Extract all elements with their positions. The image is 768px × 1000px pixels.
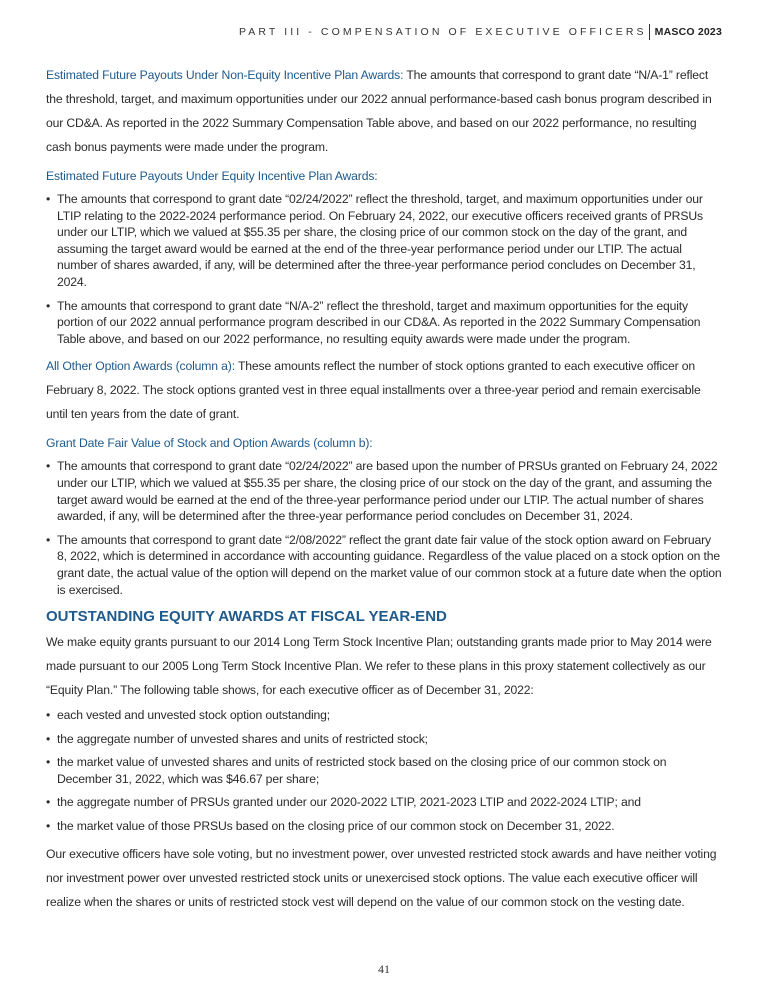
bullet-list	[46, 191, 724, 347]
page-number: 41	[378, 962, 390, 976]
paragraph-non-equity	[46, 63, 724, 159]
document-body	[46, 63, 724, 919]
list-item: • The amounts that correspond to grant date “02/24/2022” are based upon the number of PRSUs granted on February 24, 2022 under our LTIP, which we valued at $55.35 per share, the closing price of our stock on the day of the grant, and assuming the target award would be earned at the end of the three-year performance period under our LTIP. The actual number of shares awarded, if any, will be determined after the three-year performance period concludes on December 31, 2024.	[46, 458, 724, 524]
page-header	[239, 24, 722, 40]
header-divider	[649, 24, 650, 40]
section-heading: OUTSTANDING EQUITY AWARDS AT FISCAL YEAR-END	[46, 608, 447, 626]
paragraph-text: These amounts reflect the number of stock options granted to each executive officer on February 8, 2022. The stock options granted vest in three equal installments over a three-year period and remain exercisable until ten years from the date of grant.	[46, 359, 701, 422]
list-item: • The amounts that correspond to grant date “2/08/2022” reflect the grant date fair value of the stock option award on February 8, 2022, which is determined in accordance with accounting guidance. Regardless of the value placed on a stock option on the grant date, the actual value of the option will depend on the market value of our common stock at a future date when the option is exercised.	[46, 532, 724, 598]
list-item: • the market value of unvested shares and units of restricted stock based on the closing price of our common stock on December 31, 2022, which was $46.67 per share;	[46, 754, 724, 787]
list-item: • The amounts that correspond to grant date “02/24/2022” reflect the threshold, target, and maximum opportunities under our LTIP relating to the 2022-2024 performance period. On February 24, 2022, our executive officers received grants of PRSUs under our LTIP, which we valued at $55.35 per share, the closing price of our common stock on the day of the grant, and assuming the target award would be earned at the end of the three-year performance period under our LTIP. The actual number of shares awarded, if any, will be determined after the three-year performance period concludes on December 31, 2024.	[46, 191, 724, 291]
bullet-list	[46, 458, 724, 598]
term-label: Estimated Future Payouts Under Equity Incentive Plan Awards:	[46, 169, 378, 183]
section-title: PART III - COMPENSATION OF EXECUTIVE OFFICERS	[238, 26, 647, 38]
list-item: • The amounts that correspond to grant date “N/A-2” reflect the threshold, target and maximum opportunities for the equity portion of our 2022 annual performance program described in our CD&A. As reported in the 2022 Summary Compensation Table above, and based on our 2022 performance, no resulting equity awards were made under the program.	[46, 298, 724, 348]
term-label: Grant Date Fair Value of Stock and Option Awards (column b):	[46, 436, 373, 451]
paragraph-equity-label	[46, 164, 724, 188]
paragraph-text: The amounts that correspond to grant date “N/A-1” reflect the threshold, target, and maximum opportunities under our 2022 annual performance-based cash bonus program described in our CD&A. As reported in the 2022 Summary Compensation Table above, and based on our 2022 performance, no resulting cash bonus payments were made under the program.	[46, 68, 712, 154]
bullet-list	[46, 707, 724, 835]
section-closing: Our executive officers have sole voting, but no investment power, over unvested restricted stock awards and have neither voting nor investment power over unvested restricted stock units or unexercised stock options. The value each executive officer will realize when the shares or units of restricted stock vest will depend on the value of our common stock on the vesting date.	[46, 846, 717, 909]
paragraph-option-awards	[46, 354, 724, 426]
brand-label: MASCO 2023	[654, 26, 722, 38]
term-label: All Other Option Awards (column a):	[46, 359, 235, 374]
list-item: • the aggregate number of unvested shares and units of restricted stock;	[46, 731, 724, 748]
list-item: • each vested and unvested stock option outstanding;	[46, 707, 724, 724]
list-item: • the aggregate number of PRSUs granted under our 2020-2022 LTIP, 2021-2023 LTIP and 2022-2024 LTIP; and	[46, 794, 724, 811]
section-intro: We make equity grants pursuant to our 2014 Long Term Stock Incentive Plan; outstanding grants made prior to May 2014 were made pursuant to our 2005 Long Term Stock Incentive Plan. We refer to these plans in this proxy statement collectively as our “Equity Plan.” The following table shows, for each executive officer as of December 31, 2022:	[46, 635, 712, 698]
paragraph-fair-value-label	[46, 431, 724, 455]
term-label: Estimated Future Payouts Under Non-Equity Incentive Plan Awards:	[46, 68, 404, 82]
list-item: • the market value of those PRSUs based on the closing price of our common stock on December 31, 2022.	[46, 818, 724, 835]
